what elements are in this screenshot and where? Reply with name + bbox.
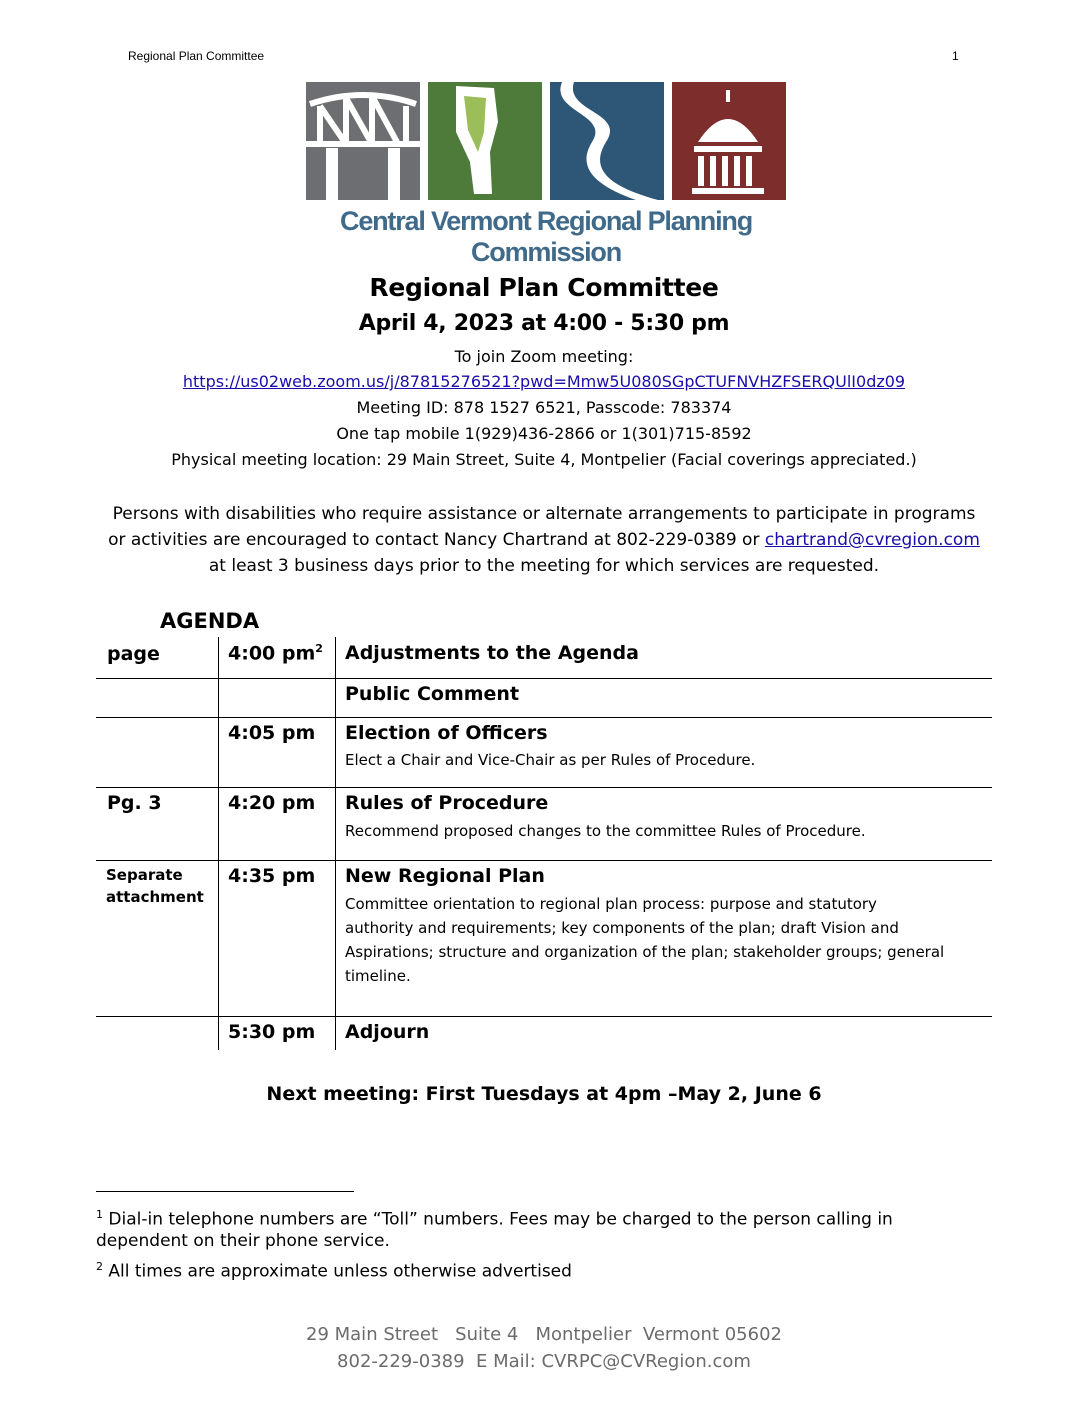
agenda-page-ref-line: attachment [106, 888, 204, 906]
agenda-page-ref [106, 864, 204, 908]
zoom-intro: To join Zoom meeting: [454, 347, 634, 366]
accessibility-line-3: at least 3 business days prior to the meeting for which services are requested. [208, 556, 880, 576]
footnote-text: Dial-in telephone numbers are “Toll” numbers. Fees may be charged to the person calling in [103, 1209, 893, 1230]
description-line: timeline. [345, 967, 411, 985]
agenda-item-title: Rules of Procedure [345, 792, 549, 814]
agenda-time: 4:05 pm [228, 722, 316, 744]
agenda-page-ref: Pg. 3 [107, 792, 162, 814]
meeting-datetime: April 4, 2023 at 4:00 - 5:30 pm [358, 311, 730, 336]
footer-contact: 802-229-0389 E Mail: CVRPC@CVRegion.com [337, 1351, 751, 1372]
agenda-time: 4:35 pm [228, 865, 316, 887]
agenda-page-ref-line: Separate [106, 866, 183, 884]
agenda-item-description: Elect a Chair and Vice-Chair as per Rules of Procedure. [345, 751, 756, 769]
org-name: Central Vermont Regional Planning Commission [340, 206, 752, 267]
description-line: Committee orientation to regional plan process: purpose and statutory [345, 895, 877, 913]
footnote-2 [96, 1254, 572, 1285]
page-number: 1 [952, 49, 959, 63]
agenda-time: 4:20 pm [228, 792, 316, 814]
accessibility-line-1: Persons with disabilities who require assistance or alternate arrangements to participate in programs [112, 504, 976, 524]
agenda-item-title: Adjustments to the Agenda [345, 642, 639, 664]
agenda-item-description [345, 892, 990, 988]
agenda-item-title: New Regional Plan [345, 865, 545, 887]
table-divider-2 [335, 637, 336, 1050]
col-page-header: page [107, 643, 160, 665]
zoom-link[interactable]: https://us02web.zoom.us/j/87815276521?pwd=Mmw5U080SGpCTUFNVHZFSERQUlI0dz09 [182, 372, 906, 391]
agenda-item-description: Recommend proposed changes to the committee Rules of Procedure. [345, 822, 866, 840]
physical-location: Physical meeting location: 29 Main Street, Suite 4, Montpelier (Facial coverings appreciated.) [171, 450, 917, 469]
description-line: Aspirations; structure and organization of the plan; stakeholder groups; general [345, 943, 945, 961]
footnote-text: All times are approximate unless otherwise advertised [103, 1261, 572, 1282]
page-title: Regional Plan Committee [369, 273, 719, 302]
row-divider [96, 717, 992, 718]
footer-address: 29 Main Street Suite 4 Montpelier Vermont 05602 [306, 1324, 782, 1345]
agenda-heading: AGENDA [160, 609, 260, 633]
accessibility-line-2-text: or activities are encouraged to contact Nancy Chartrand at 802-229-0389 or [108, 530, 765, 550]
footnote-separator [96, 1191, 354, 1192]
agenda-item-title: Election of Officers [345, 722, 548, 744]
row-divider [96, 1016, 992, 1017]
row-divider [96, 787, 992, 788]
agenda-item-title: Public Comment [345, 683, 520, 705]
one-tap-mobile: One tap mobile 1(929)436-2866 or 1(301)715-8592 [336, 424, 752, 443]
description-line: authority and requirements; key components of the plan; draft Vision and [345, 919, 899, 937]
row-divider [96, 678, 992, 679]
footnote-ref-2: 2 [315, 642, 323, 655]
row-divider [96, 860, 992, 861]
table-divider-1 [218, 637, 219, 1050]
meeting-id: Meeting ID: 878 1527 6521, Passcode: 783374 [356, 398, 732, 417]
agenda-item-title: Adjourn [345, 1021, 430, 1043]
agenda-time-text: 4:00 pm [228, 642, 316, 665]
footnote-mark: 1 [96, 1208, 103, 1221]
footnote-1-cont: dependent on their phone service. [96, 1231, 390, 1251]
contact-email-link[interactable]: chartrand@cvregion.com [764, 530, 980, 550]
footnote-mark: 2 [96, 1260, 103, 1273]
agenda-time [228, 642, 323, 664]
agenda-time: 5:30 pm [228, 1021, 316, 1043]
running-header: Regional Plan Committee [128, 49, 265, 63]
next-meeting: Next meeting: First Tuesdays at 4pm –May 2, June 6 [266, 1083, 822, 1105]
